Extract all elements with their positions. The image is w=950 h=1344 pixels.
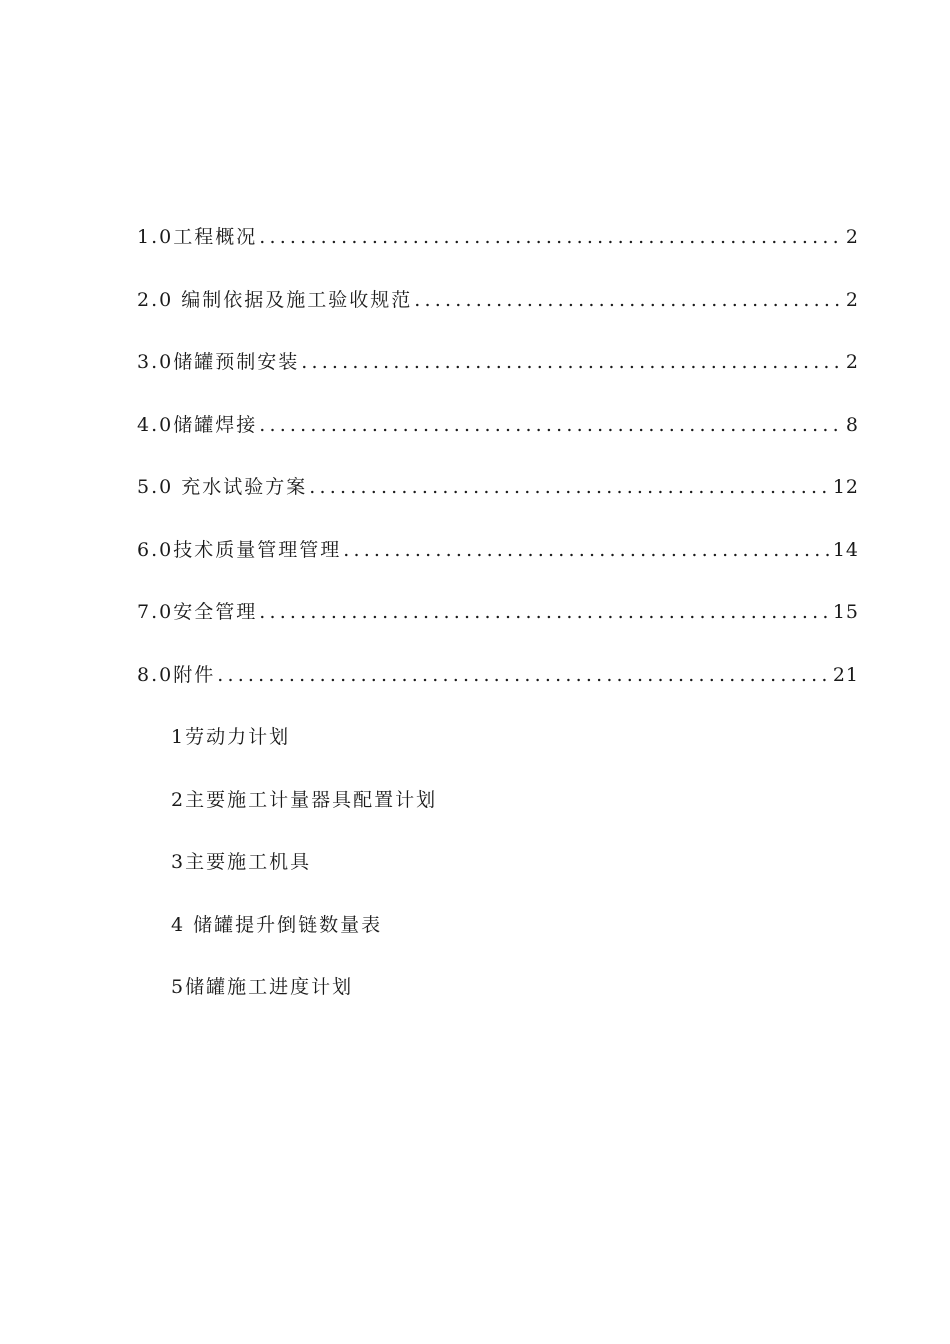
toc-entry-page: 12 <box>832 476 859 498</box>
toc-entry-page: 8 <box>845 413 859 436</box>
toc-entry-page: 14 <box>832 538 859 561</box>
toc-leader-dots <box>259 226 844 248</box>
toc-entry-title: 6.0技术质量管理管理 <box>137 538 342 561</box>
toc-entry-4[interactable] <box>137 410 859 473</box>
toc-entry-3[interactable] <box>137 347 859 410</box>
toc-entry-title: 4.0储罐焊接 <box>137 413 258 436</box>
toc-entry-page: 2 <box>845 351 859 373</box>
toc-leader-dots <box>259 601 831 623</box>
toc-entry-title: 2.0 编制依据及施工验收规范 <box>137 288 413 311</box>
toc-leader-dots <box>217 664 831 686</box>
toc-entry-page: 2 <box>845 288 859 311</box>
attachment-item[interactable]: 5储罐施工进度计划 <box>171 976 354 998</box>
toc-entry-title: 1.0工程概况 <box>137 226 258 248</box>
toc-entry-page: 21 <box>832 663 859 686</box>
toc-entry-7[interactable] <box>137 597 859 660</box>
toc-leader-dots <box>309 476 831 498</box>
toc-leader-dots <box>259 414 844 436</box>
attachment-list <box>171 722 437 1035</box>
toc-leader-dots <box>301 351 844 373</box>
toc-entry-2[interactable] <box>137 285 859 348</box>
toc-entry-1[interactable] <box>137 222 859 285</box>
toc-leader-dots <box>414 289 844 311</box>
toc-leader-dots <box>343 539 831 561</box>
table-of-contents <box>137 222 859 722</box>
toc-entry-5[interactable] <box>137 472 859 535</box>
toc-entry-title: 8.0附件 <box>137 663 216 686</box>
toc-entry-title: 5.0 充水试验方案 <box>137 476 308 498</box>
attachment-item[interactable]: 2主要施工计量器具配置计划 <box>171 788 438 811</box>
attachment-item[interactable]: 4 储罐提升倒链数量表 <box>171 913 383 936</box>
toc-entry-page: 15 <box>832 601 859 623</box>
toc-entry-6[interactable] <box>137 535 859 598</box>
attachment-item[interactable]: 3主要施工机具 <box>171 851 312 873</box>
toc-entry-title: 7.0安全管理 <box>137 601 258 623</box>
toc-entry-title: 3.0储罐预制安装 <box>137 351 300 373</box>
toc-entry-8[interactable] <box>137 660 859 723</box>
attachment-item[interactable]: 1劳动力计划 <box>171 726 291 748</box>
toc-entry-page: 2 <box>845 226 859 248</box>
